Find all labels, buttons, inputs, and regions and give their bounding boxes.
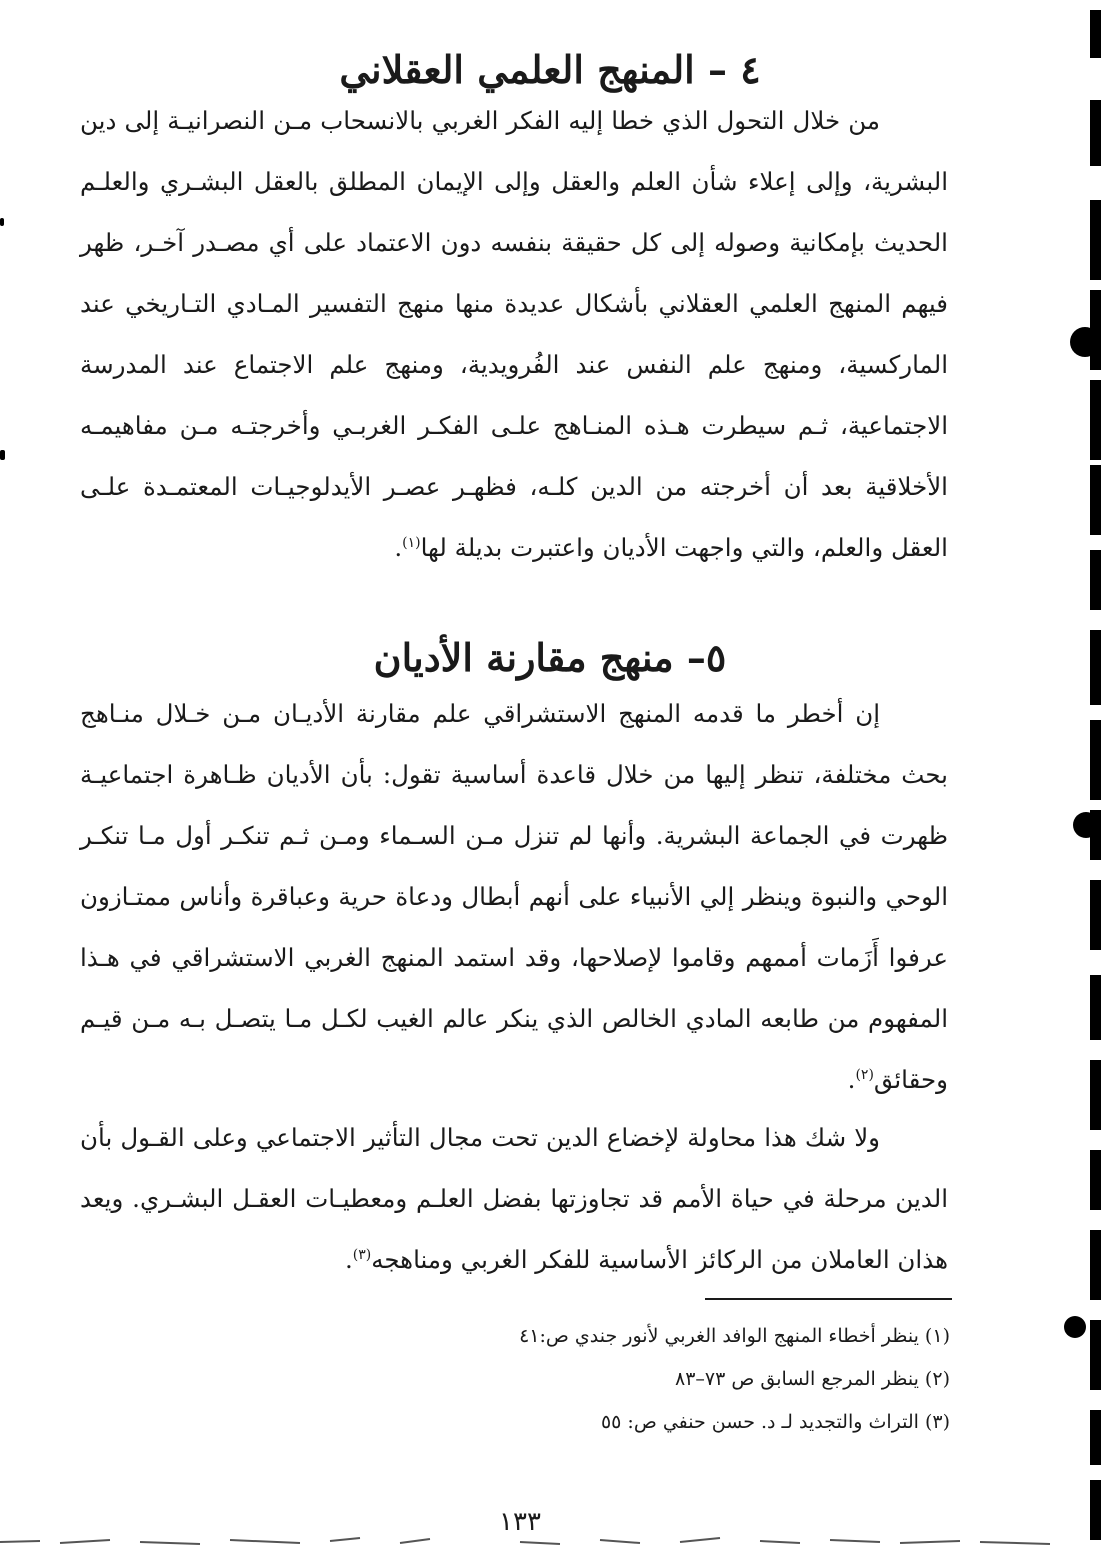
- scan-edge-dot: [1073, 812, 1099, 838]
- footnote-1: (١) ينظر أخطاء المنهج الوافد الغربي لأنور جندي ص:٤١: [519, 1325, 950, 1347]
- scan-edge-mark: [1090, 1410, 1101, 1465]
- scan-edge-mark: [1090, 880, 1101, 950]
- footnote-3: (٣) التراث والتجديد لـ د. حسن حنفي ص: ٥٥: [600, 1411, 950, 1433]
- paragraph-text: إن أخطر ما قدمه المنهج الاستشراقي علم مقارنة الأديـان مـن خـلال منـاهج بحث مختلفة، تنظر إليها من خلال قاعدة أساسية تقول: بأن الأديان ظـاهرة اجتماعيـة ظهرت في الجماعة البشرية. وأنها لم تنزل مـن السـماء ومـن ثـم تنكـر أول مـا تنكـر الوحي والنبوة وينظر إلي الأنبياء على أنهم أبطال ودعاة حرية وعباقرة وأناس ممتـازون عرفوا أَزَمات أممهم وقاموا لإصلاحها، وقد استمد المنهج الغربي الاستشراقي في هـذا المفهوم من طابعه المادي الخالص الذي ينكر عالم الغيب لكـل مـا يتصـل بـه مـن قيـم وحقائق: [80, 699, 948, 1094]
- paragraph-rational-method: من خلال التحول الذي خطا إليه الفكر الغربي بالانسحاب مـن النصرانيـة إلى دين البشرية، وإلى إعلاء شأن العلم والعقل وإلى الإيمان المطلق بالعقل البشـري والعلـم الحديث بإمكانية وصوله إلى كل حقيقة بنفسه دون الاعتماد على أي مصـدر آخـر، ظهر فيهم المنهج العلمي العقلاني بأشكال عديدة منها منهج التفسير المـادي التـاريخي عند الماركسية، ومنهج علم النفس عند الفُرويدية، ومنهج علم الاجتماع عند المدرسة الاجتماعية، ثـم سيطرت هـذه المنـاهج علـى الفكـر الغربـي وأخرجتـه مـن مفاهيمـه الأخلاقية بعد أن أخرجته من الدين كلـه، فظهـر عصـر الأيدلوجيـات المعتمـدة علـى العقل والعلم، والتي واجهت الأديان واعتبرت بديلة لها$^{(١)}$.: [80, 106, 948, 562]
- footnote-divider: [705, 1298, 952, 1300]
- footnote-mark-3: (٣): [352, 1246, 372, 1263]
- paragraph-comparative-religion: إن أخطر ما قدمه المنهج الاستشراقي علم مقارنة الأديـان مـن خـلال منـاهج بحث مختلفة، تنظر إليها من خلال قاعدة أساسية تقول: بأن الأديان ظـاهرة اجتماعيـة ظهرت في الجماعة البشرية. وأنها لم تنزل مـن السـماء ومـن ثـم تنكـر أول مـا تنكـر الوحي والنبوة وينظر إلي الأنبياء على أنهم أبطال ودعاة حرية وعباقرة وأناس ممتـازون عرفوا أَزَمات أممهم وقاموا لإصلاحها، وقد استمد المنهج الغربي الاستشراقي في هـذا المفهوم من طابعه المادي الخالص الذي ينكر عالم الغيب لكـل مـا يتصـل بـه مـن قيـم وحقائق$^{(٢)}$.: [80, 699, 948, 1094]
- scan-edge-mark: [1090, 200, 1101, 280]
- bleed-through-noise: [0, 1528, 1101, 1546]
- scan-edge-dot: [1070, 327, 1100, 357]
- scan-edge-dot: [0, 218, 4, 226]
- scan-edge-dot: [0, 450, 5, 460]
- footnote-mark-1: (١): [402, 534, 421, 551]
- scan-edge-mark: [1090, 380, 1101, 460]
- section-heading-comparative-religion: ٥– منهج مقارنة الأديان: [373, 635, 727, 681]
- section-heading-rational-method: ٤ – المنهج العلمي العقلاني: [339, 47, 761, 93]
- scan-edge-mark: [1090, 100, 1101, 166]
- page-number: ١٣٣: [499, 1507, 541, 1537]
- scan-edge-mark: [1090, 1060, 1101, 1130]
- scan-edge-mark: [1090, 1230, 1101, 1300]
- footnotes: [440, 1315, 950, 1444]
- paragraph-social-subjugation: ولا شك هذا محاولة لإخضاع الدين تحت مجال التأثير الاجتماعي وعلى القـول بأن الدين مرحلة في حياة الأمم قد تجاوزتها بفضل العلـم ومعطيـات العقـل البشـري. ويعد هذان العاملان من الركائز الأساسية للفكر الغربي ومناهجه$^{(٣)}$.: [80, 1123, 948, 1274]
- paragraph-text: ولا شك هذا محاولة لإخضاع الدين تحت مجال التأثير الاجتماعي وعلى القـول بأن الدين مرحلة في حياة الأمم قد تجاوزتها بفضل العلـم ومعطيـات العقـل البشـري. ويعد هذان العاملان من الركائز الأساسية للفكر الغربي ومناهجه: [80, 1123, 948, 1274]
- scan-edge-mark: [1090, 975, 1101, 1040]
- footnote-2: (٢) ينظر المرجع السابق ص ٧٣–٨٣: [675, 1368, 950, 1390]
- scan-edge-mark: [1090, 1320, 1101, 1390]
- paragraph-text: من خلال التحول الذي خطا إليه الفكر الغربي بالانسحاب مـن النصرانيـة إلى دين البشرية، وإلى إعلاء شأن العلم والعقل وإلى الإيمان المطلق بالعقل البشـري والعلـم الحديث بإمكانية وصوله إلى كل حقيقة بنفسه دون الاعتماد على أي مصـدر آخـر، ظهر فيهم المنهج العلمي العقلاني بأشكال عديدة منها منهج التفسير المـادي التـاريخي عند الماركسية، ومنهج علم النفس عند الفُرويدية، ومنهج علم الاجتماع عند المدرسة الاجتماعية، ثـم سيطرت هـذه المنـاهج علـى الفكـر الغربـي وأخرجتـه مـن مفاهيمـه الأخلاقية بعد أن أخرجته من الدين كلـه، فظهـر عصـر الأيدلوجيـات المعتمـدة علـى العقل والعلم، والتي واجهت الأديان واعتبرت بديلة لها: [80, 106, 948, 562]
- scan-edge-mark: [1090, 550, 1101, 610]
- scan-edge-mark: [1090, 10, 1101, 58]
- footnote-mark-2: (٢): [855, 1066, 874, 1083]
- scan-edge-mark: [1090, 1150, 1101, 1210]
- scan-edge-mark: [1090, 630, 1101, 705]
- scan-edge-mark: [1090, 465, 1101, 535]
- scan-edge-dot: [1064, 1316, 1086, 1338]
- scan-edge-mark: [1090, 720, 1101, 800]
